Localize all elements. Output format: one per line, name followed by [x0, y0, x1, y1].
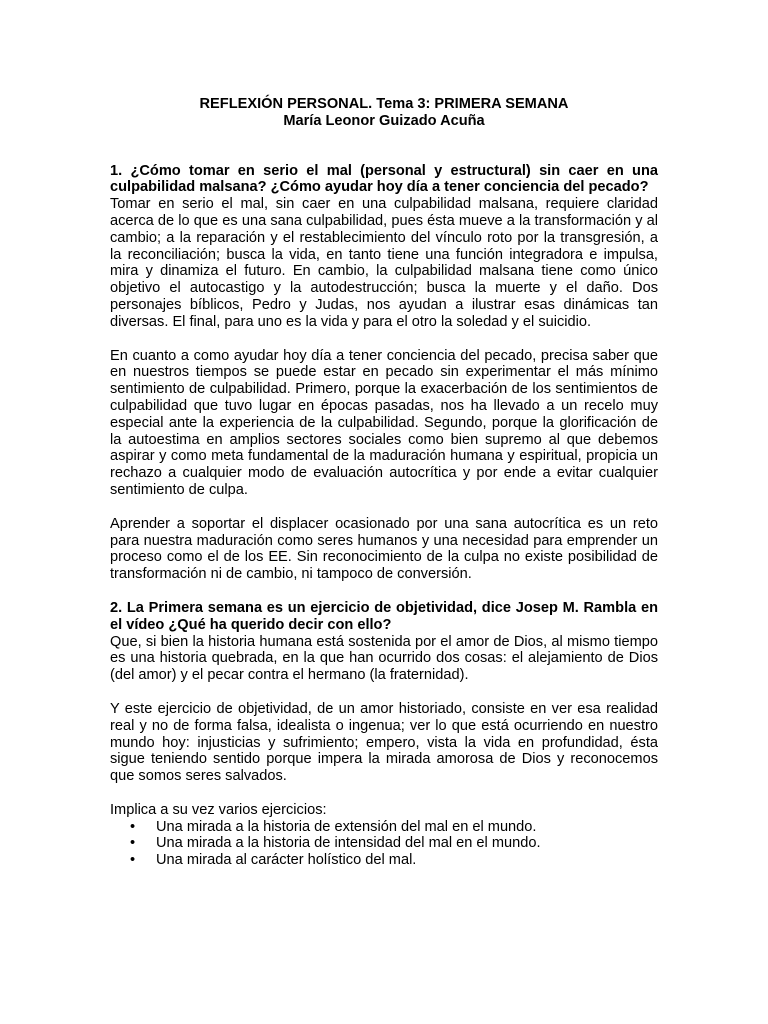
- bullet-icon: •: [130, 818, 136, 835]
- list-item: [130, 835, 658, 852]
- paragraph: En cuanto a como ayudar hoy día a tener conciencia del pecado, precisa saber que en nuestros tiempos se puede estar en pecado sin experimentar el más mínimo sentimiento de culpabilidad. Primero, porque la exacerbación de los sentimientos de culpabilidad que tuvo lugar en épocas pasadas, nos ha llevado a un recelo muy especial ante la experiencia de la culpabilidad. Segundo, porque la glorificación de la autoestima en amplios sectores sociales como bien supremo al que debemos aspirar y como meta fundamental de la maduración humana y espiritual, propicia un rechazo a cualquier modo de evaluación autocrítica y por ende a evitar cualquier sentimiento de culpa.: [110, 347, 658, 498]
- list-item-text: Una mirada a la historia de intensidad del mal en el mundo.: [156, 835, 541, 852]
- document-page: [110, 96, 658, 869]
- section-2: [110, 600, 658, 869]
- bullet-icon: •: [130, 835, 136, 852]
- section-1: [110, 163, 658, 583]
- document-header: [110, 96, 658, 130]
- paragraph: Que, si bien la historia humana está sostenida por el amor de Dios, al mismo tiempo es una historia quebrada, en la que han ocurrido dos cosas: el alejamiento de Dios (del amor) y el pecar contra el hermano (la fraternidad).: [110, 633, 658, 684]
- document-title: REFLEXIÓN PERSONAL. Tema 3: PRIMERA SEMANA: [199, 96, 569, 112]
- paragraph: Implica a su vez varios ejercicios:: [110, 801, 327, 818]
- list-item-text: Una mirada al carácter holístico del mal.: [156, 852, 417, 869]
- list-item: [130, 819, 658, 836]
- bullet-icon: •: [130, 852, 136, 869]
- bullet-list: [110, 819, 658, 869]
- list-item-text: Una mirada a la historia de extensión del mal en el mundo.: [156, 818, 537, 835]
- document-author: María Leonor Guizado Acuña: [283, 112, 485, 129]
- paragraph: Y este ejercicio de objetividad, de un amor historiado, consiste en ver esa realidad real y no de forma falsa, idealista o ingenua; ver lo que está ocurriendo en nuestro mundo hoy: injusticias y sufrimiento; empero, vista la vida en profundidad, ésta sigue teniendo sentido porque impera la mirada amorosa de Dios y reconocemos que somos seres salvados.: [110, 700, 658, 785]
- question-2: 2. La Primera semana es un ejercicio de objetividad, dice Josep M. Rambla en el vídeo ¿Qué ha querido decir con ello?: [110, 599, 658, 633]
- paragraph: Tomar en serio el mal, sin caer en una culpabilidad malsana, requiere claridad acerca de lo que es una sana culpabilidad, pues ésta mueve a la transformación y al cambio; a la reparación y el restablecimiento del vínculo roto por la transgresión, a la reconciliación; busca la vida, en tanto tiene una función integradora e impulsa, mira y dinamiza el futuro. En cambio, la culpabilidad malsana tiene como único objetivo el autocastigo y la autodestrucción; busca la muerte y el daño. Dos personajes bíblicos, Pedro y Judas, nos ayudan a ilustrar esas dinámicas tan diversas. El final, para uno es la vida y para el otro la soledad y el suicidio.: [110, 196, 658, 330]
- paragraph: Aprender a soportar el displacer ocasionado por una sana autocrítica es un reto para nuestra maduración como seres humanos y una necesidad para emprender un proceso como el de los EE. Sin reconocimiento de la culpa no existe posibilidad de transformación ni de cambio, ni tampoco de conversión.: [110, 515, 658, 583]
- question-1: 1. ¿Cómo tomar en serio el mal (personal y estructural) sin caer en una culpabilidad malsana? ¿Cómo ayudar hoy día a tener conciencia del pecado?: [110, 162, 658, 196]
- list-item: [130, 852, 658, 869]
